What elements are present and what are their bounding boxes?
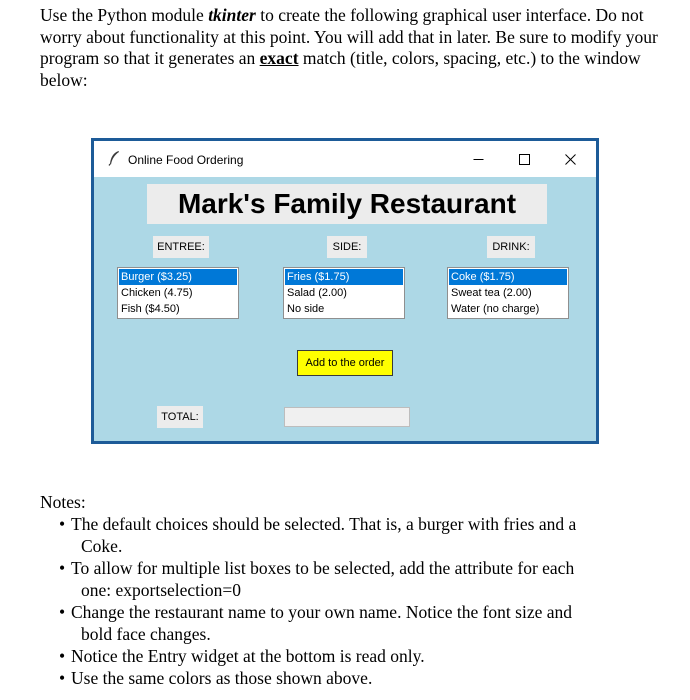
maximize-button[interactable] [502,145,546,173]
maximize-icon [519,154,530,165]
drink-label: DRINK: [487,236,535,258]
instructions-paragraph [40,5,670,91]
list-item[interactable]: Salad (2.00) [287,287,347,299]
exact-word: exact [259,48,299,68]
list-item[interactable]: Chicken (4.75) [121,287,193,299]
add-to-order-button[interactable]: Add to the order [297,350,393,376]
intro-text-2: to create the following graphical user interface. Do not worry about functionality at this point. You will add that in later. Be sure to modify your program so that it generates an [40,5,658,68]
list-item[interactable]: No side [287,303,325,315]
side-label: SIDE: [327,236,367,258]
list-item: • Change the restaurant name to your own name. Notice the font size and bold face changes. [59,602,573,644]
feather-icon [108,150,120,166]
total-label: TOTAL: [157,406,203,428]
module-name: tkinter [208,5,256,25]
total-entry[interactable] [284,407,410,427]
list-item[interactable]: Sweat tea (2.00) [451,287,532,299]
entree-label: ENTREE: [153,236,209,258]
intro-text-1: Use the Python module [40,5,209,25]
side-listbox[interactable] [283,267,405,319]
close-button[interactable] [548,145,592,173]
close-icon [565,154,576,165]
minimize-button[interactable] [456,145,500,173]
list-item[interactable]: Burger ($3.25) [119,269,237,285]
tk-window [91,138,599,444]
drink-listbox[interactable] [447,267,569,319]
restaurant-name: Mark's Family Restaurant [147,184,547,224]
list-item: • To allow for multiple list boxes to be selected, add the attribute for each one: exportselection=0 [59,558,575,600]
list-item: • Notice the Entry widget at the bottom is read only. [59,646,425,666]
window-title: Online Food Ordering [128,153,244,167]
window-client-area [94,177,596,441]
list-item[interactable]: Coke ($1.75) [449,269,567,285]
notes-list [59,513,659,689]
notes-title: Notes: [40,492,86,512]
entree-listbox[interactable] [117,267,239,319]
list-item[interactable]: Fries ($1.75) [285,269,403,285]
list-item[interactable]: Fish ($4.50) [121,303,180,315]
list-item: • Use the same colors as those shown above. [59,668,373,688]
list-item[interactable]: Water (no charge) [451,303,540,315]
list-item: • The default choices should be selected. That is, a burger with fries and a Coke. [59,514,577,556]
minimize-icon [473,154,484,165]
intro-text-3: match (title, colors, spacing, etc.) to the window below: [40,48,641,90]
title-bar[interactable] [94,141,596,177]
